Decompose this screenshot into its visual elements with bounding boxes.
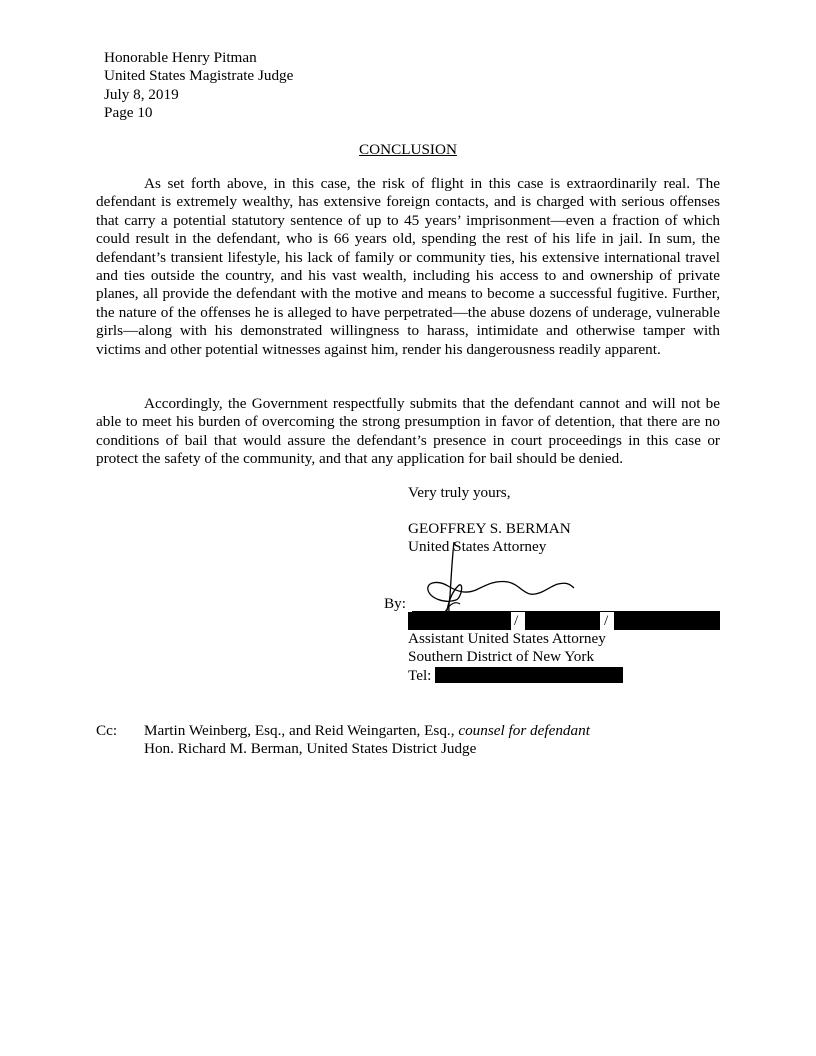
page-number: Page 10: [104, 104, 153, 122]
redaction-bar: [614, 612, 720, 630]
recipient-name: Honorable Henry Pitman: [104, 49, 257, 66]
by-label: By:: [384, 595, 406, 612]
cc-entry-1-names: Martin Weinberg, Esq., and Reid Weingarten, Esq.,: [144, 722, 455, 739]
attorney-title: Assistant United States Attorney: [408, 630, 606, 647]
section-heading: [0, 141, 816, 159]
cc-entry-2: Hon. Richard M. Berman, United States District Judge: [144, 740, 477, 758]
attorney-district: Southern District of New York: [408, 648, 595, 666]
conclusion-paragraph-1: As set forth above, in this case, the risk of flight in this case is extraordinarily real. The defendant is extremely wealthy, has extensive foreign contacts, and is charged with serious offenses that carry a potential statutory sentence of up to 45 years’ imprisonment—even a fraction of which could result in the defendant, who is 66 years old, spending the rest of his life in jail. In sum, the defendant’s transient lifestyle, his lack of family or community ties, his extensive international travel and ties outside the country, and his vast wealth, including his access to and ownership of private planes, all provide the defendant with the motive and means to become a successful fugitive. Further, the nature of the offenses he is alleged to have perpetrated—the abuse dozens of underage, vulnerable girls—along with his demonstrated willingness to harass, intimidate and otherwise tamper with victims and other potential witnesses against him, render his dangerousness readily apparent.: [96, 175, 720, 358]
redaction-bar: [435, 667, 623, 683]
valediction: Very truly yours,: [408, 484, 511, 501]
redacted-names-row: [408, 612, 720, 630]
signer-title: United States Attorney: [408, 538, 547, 556]
letter-date: July 8, 2019: [104, 85, 179, 103]
telephone-label: Tel:: [408, 666, 432, 684]
redaction-bar: [408, 612, 511, 630]
section-title: CONCLUSION: [359, 141, 457, 158]
letter-header: [104, 49, 293, 123]
handwritten-signature: [418, 540, 578, 618]
name-separator: /: [514, 612, 519, 629]
recipient-title: United States Magistrate Judge: [104, 67, 294, 85]
conclusion-paragraph-2: Accordingly, the Government respectfully submits that the defendant cannot and will not be able to meet his burden of overcoming the strong presumption in favor of detention, that there are no conditions of bail that would assure the defendant’s presence in court proceedings in this case or protect the safety of the community, and that any application for bail should be denied.: [96, 395, 720, 468]
cc-list: [144, 722, 590, 759]
signer-name: GEOFFREY S. BERMAN: [408, 520, 571, 537]
cc-label: Cc:: [96, 722, 118, 739]
telephone-line: [408, 667, 623, 685]
cc-entry-1: [144, 722, 590, 740]
attorney-block: [408, 630, 623, 685]
redaction-bar: [525, 612, 600, 630]
cc-entry-1-role: counsel for defendant: [458, 722, 590, 739]
name-separator: /: [604, 612, 609, 629]
